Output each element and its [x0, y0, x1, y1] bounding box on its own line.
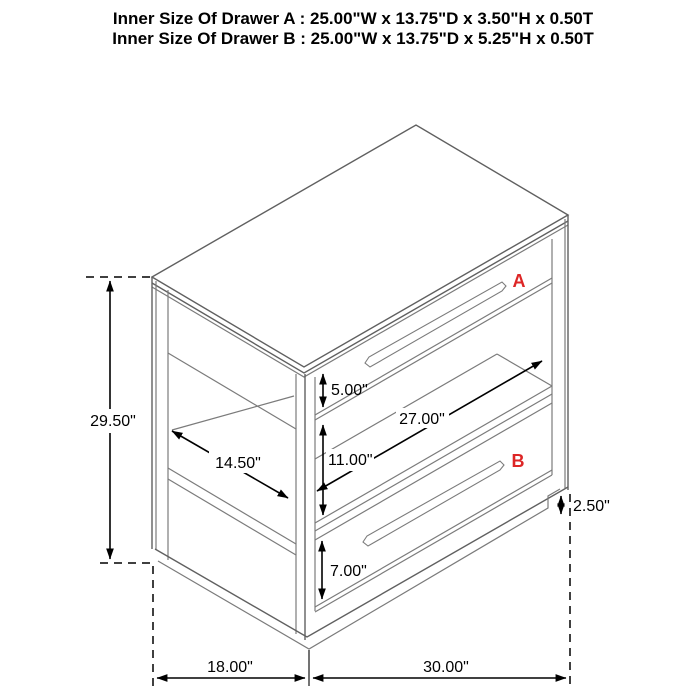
drawer-b-handle	[363, 461, 504, 546]
opening-height-label: 11.00"	[328, 452, 373, 469]
drawer-a-bottom-edge-2	[315, 283, 552, 420]
opening-depth-label: 14.50"	[215, 455, 261, 472]
side-interior-shelf-edge	[172, 396, 294, 430]
title-block	[112, 9, 594, 48]
drawer-b-label: B	[511, 451, 525, 471]
shelf-back-interior-edge	[315, 354, 497, 459]
title-line-2: Inner Size Of Drawer B : 25.00"W x 13.75"D x 5.25"H x 0.50T	[112, 29, 594, 48]
side-opening-bottom-2	[168, 479, 296, 555]
title-line-1: Inner Size Of Drawer A : 25.00"W x 13.75"D x 3.50"H x 0.50T	[112, 9, 594, 28]
cabinet-top-face	[152, 125, 568, 367]
drawer-a-height-label: 5.00"	[331, 382, 368, 399]
drawer-b-bottom-edge	[315, 470, 552, 607]
drawer-a-handle	[365, 282, 506, 367]
top-rim-edge-2	[152, 225, 568, 377]
overall-height-label: 29.50"	[90, 413, 136, 430]
top-rim-edge	[152, 221, 568, 373]
label-backgrounds	[87, 408, 449, 473]
base-height-label: 2.50"	[573, 498, 610, 515]
overall-width-label: 30.00"	[423, 659, 469, 676]
body-bottom-edge	[155, 487, 568, 637]
side-opening-bottom	[168, 468, 296, 544]
drawer-b-height-label: 7.00"	[330, 563, 367, 580]
drawer-b-bottom-edge-2	[315, 475, 552, 612]
drawer-a-label: A	[512, 271, 526, 291]
opening-width-label: 27.00"	[399, 411, 445, 428]
side-opening-top	[168, 353, 296, 429]
overall-depth-label: 18.00"	[207, 659, 253, 676]
shelf-right-interior-edge	[497, 354, 552, 386]
